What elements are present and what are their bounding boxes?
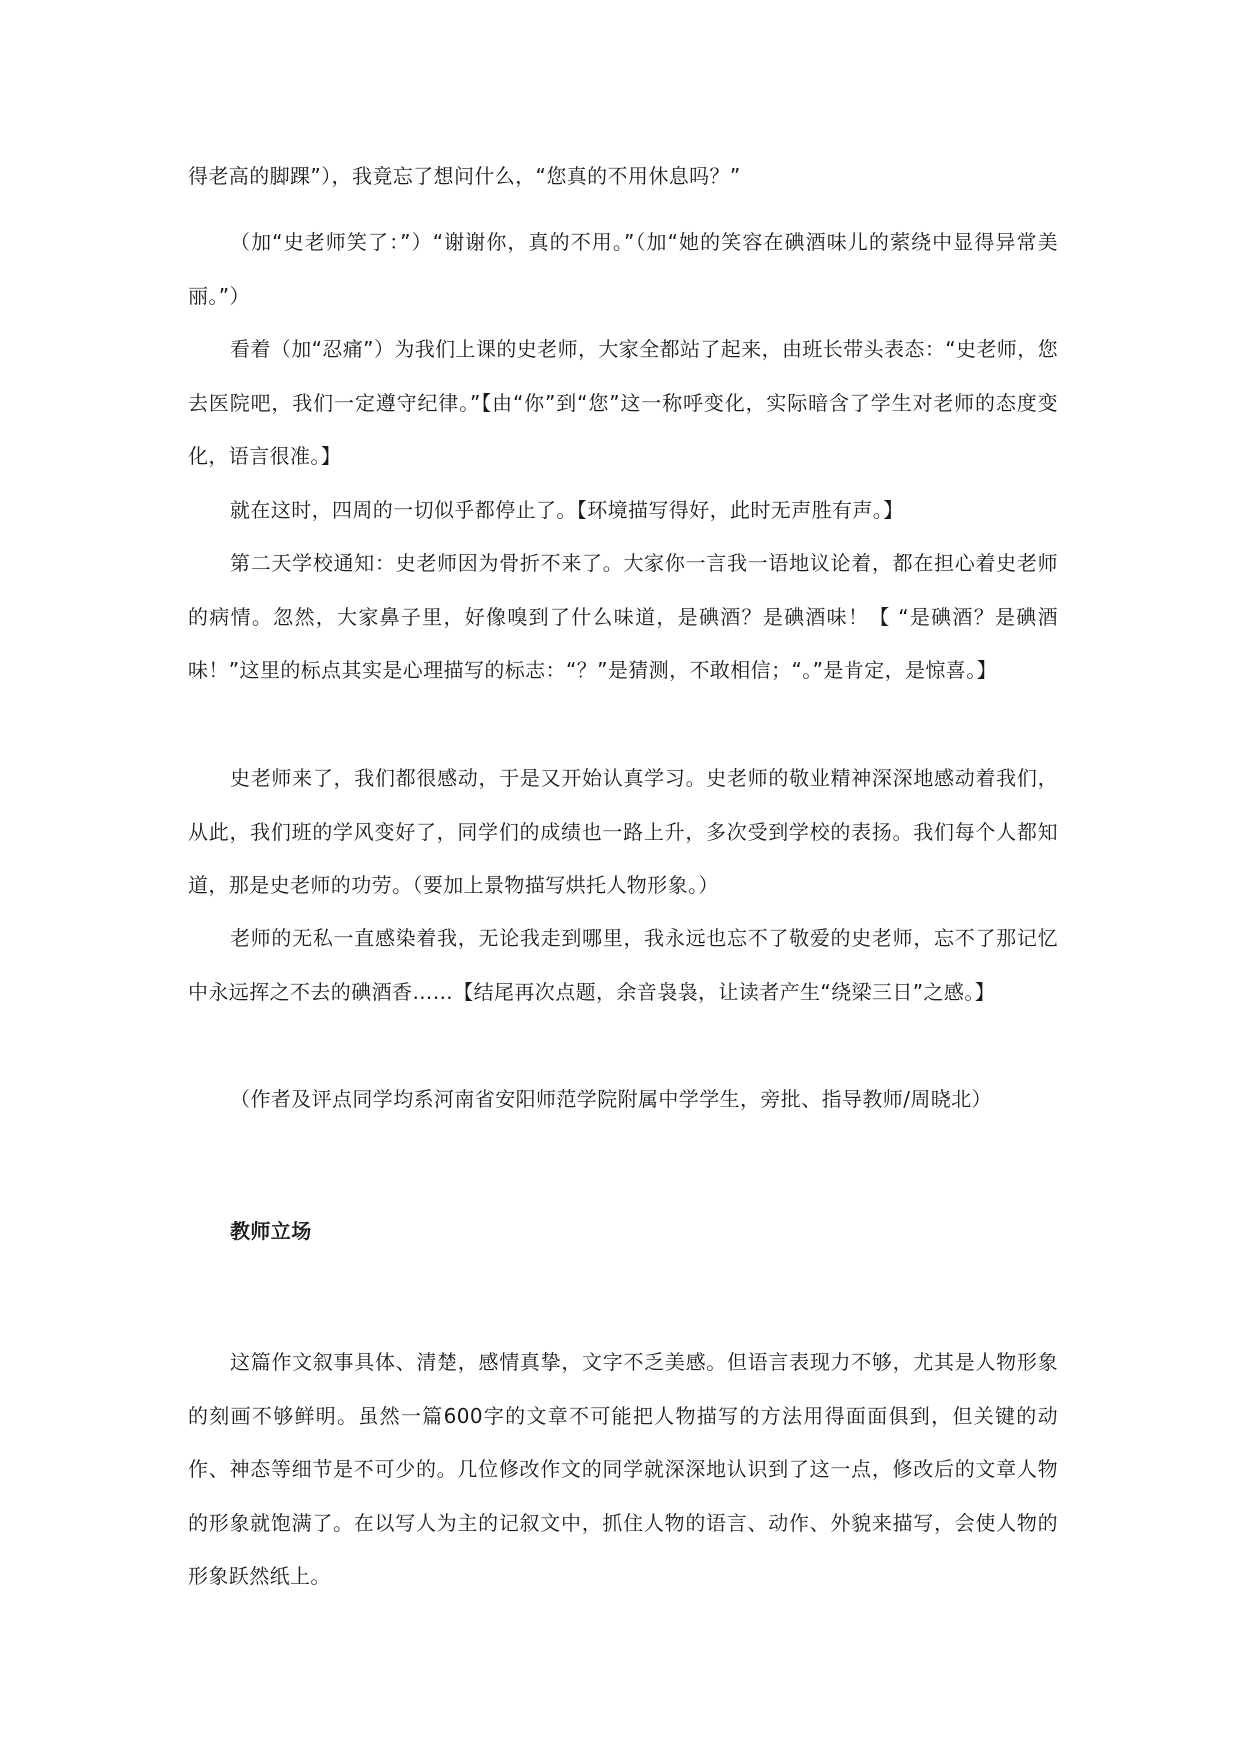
paragraph-ending: 老师的无私一直感染着我，无论我走到哪里，我永远也忘不了敬爱的史老师，忘不了那记忆中永远挥之不去的碘酒香……【结尾再次点题，余音袅袅，让读者产生“绕梁三日”之感。】: [188, 926, 1058, 1004]
paragraph-teacher-reply: （加“史老师笑了：”）“谢谢你，真的不用。”（加“她的笑容在碘酒味儿的萦绕中显得异常美丽。”）: [188, 230, 1058, 308]
paragraph-teacher-comment: 这篇作文叙事具体、清楚，感情真挚，文字不乏美感。但语言表现力不够，尤其是人物形象的刻画不够鲜明。虽然一篇600字的文章不可能把人物描写的方法用得面面俱到，但关键的动作、神态等细节是不可少的。几位修改作文的同学就深深地认识到了这一点，修改后的文章人物的形象就饱满了。在以写人为主的记叙文中，抓住人物的语言、动作、外貌来描写，会使人物的形象跃然纸上。: [188, 1350, 1058, 1588]
paragraph-class-stands: 看着（加“忍痛”）为我们上课的史老师，大家全都站了起来，由班长带头表态：“史老师，您去医院吧，我们一定遵守纪律。”【由“你”到“您”这一称呼变化，实际暗含了学生对老师的态度变化，语言很准。】: [188, 337, 1058, 468]
paragraph-next-day: 第二天学校通知：史老师因为骨折不来了。大家你一言我一语地议论着，都在担心着史老师的病情。忽然，大家鼻子里，好像嗅到了什么味道，是碘酒？是碘酒味！【 “是碘酒？是碘酒味！”这里的标点其实是心理描写的标志：“？”是猜测，不敢相信；“。”是肯定，是惊喜。】: [188, 551, 1058, 682]
section-heading: 教师立场: [230, 1219, 312, 1243]
paragraph-author-note: （作者及评点同学均系河南省安阳师范学院附属中学学生，旁批、指导教师/周晓北）: [230, 1087, 992, 1111]
paragraph-teacher-returns: 史老师来了，我们都很感动，于是又开始认真学习。史老师的敬业精神深深地感动着我们，从此，我们班的学风变好了，同学们的成绩也一路上升，多次受到学校的表扬。我们每个人都知道，那是史老师的功劳。（要加上景物描写烘托人物形象。）: [188, 766, 1058, 897]
paragraph-silence: 就在这时，四周的一切似乎都停止了。【环境描写得好，此时无声胜有声。】: [230, 498, 904, 522]
paragraph-continuation: 得老高的脚踝”），我竟忘了想问什么，“您真的不用休息吗？”: [188, 164, 741, 188]
